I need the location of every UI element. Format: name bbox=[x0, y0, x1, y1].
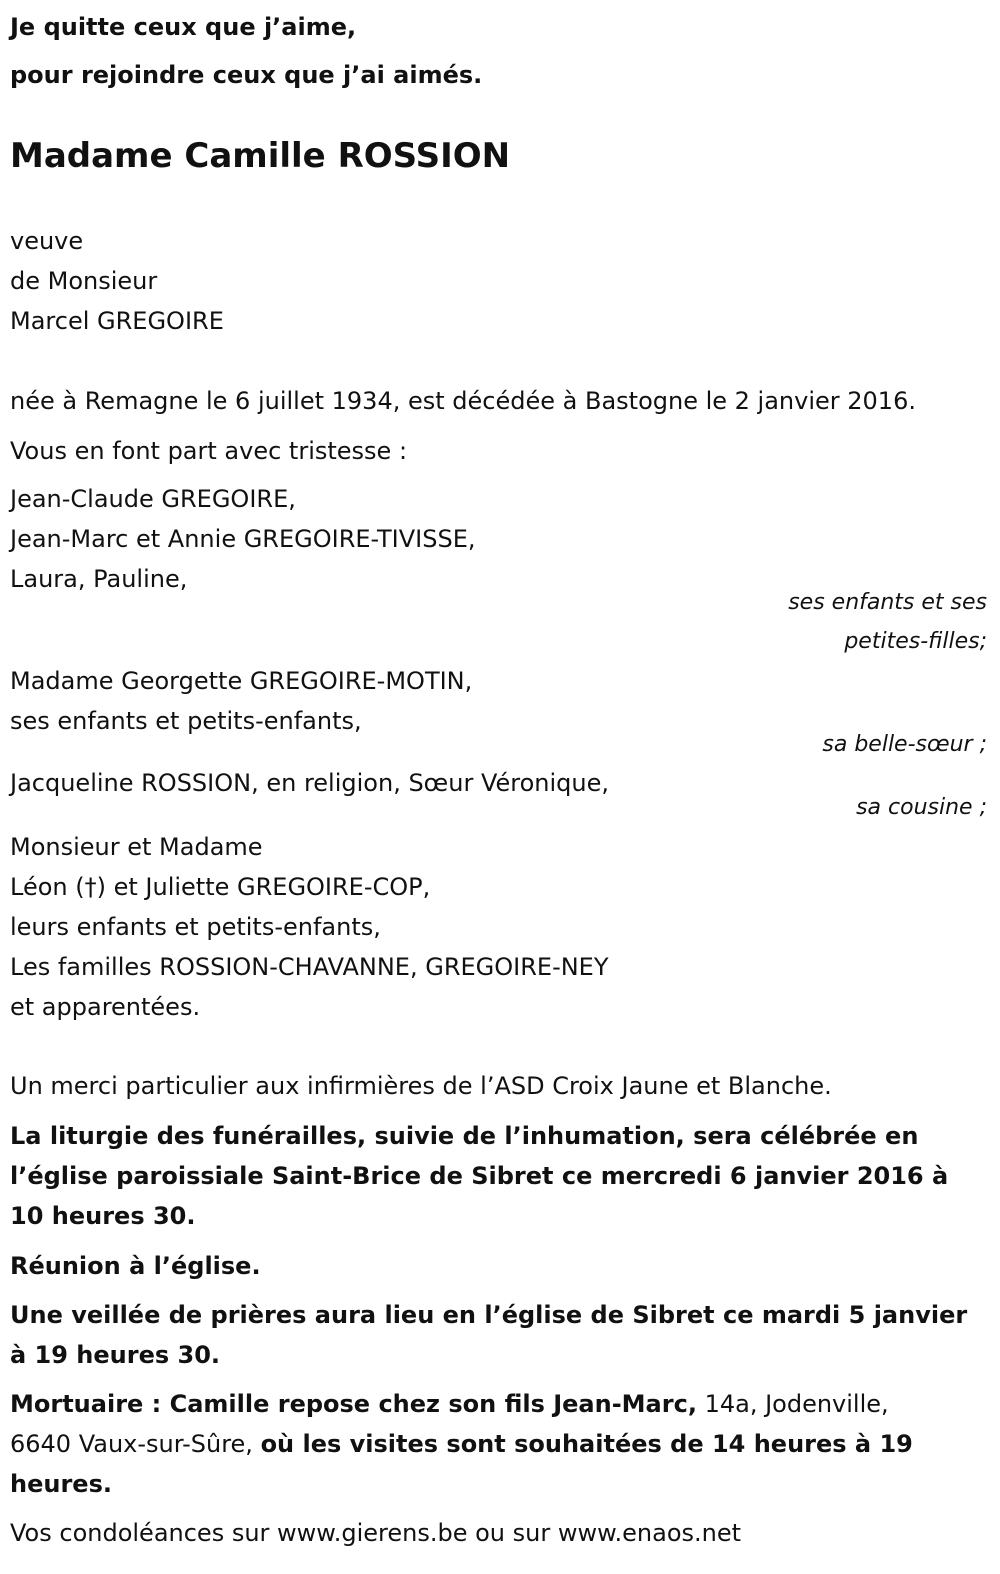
mortuary-line-2 bbox=[10, 1429, 913, 1459]
mortuary-address-1: 14a, Jodenville, bbox=[696, 1390, 889, 1418]
sister-in-law-role: sa belle-sœur ; bbox=[822, 732, 987, 757]
spouse-line-2: de Monsieur bbox=[10, 267, 158, 295]
child-line-3: Laura, Pauline, bbox=[10, 565, 188, 593]
children-role-2: petites-filles; bbox=[844, 629, 987, 654]
announce-intro: Vous en font part avec tristesse : bbox=[10, 437, 408, 465]
other-family-line-2: Léon (†) et Juliette GREGOIRE-COP, bbox=[10, 873, 431, 901]
child-line-1: Jean-Claude GREGOIRE, bbox=[10, 485, 296, 513]
mortuary-line-3: heures. bbox=[10, 1470, 112, 1498]
birth-death-text: née à Remagne le 6 juillet 1934, est décédée à Bastogne le 2 janvier 2016. bbox=[10, 387, 916, 415]
mortuary-bold-2: où les visites sont souhaitées de 14 heures à 19 bbox=[260, 1430, 913, 1458]
child-line-2: Jean-Marc et Annie GREGOIRE-TIVISSE, bbox=[10, 525, 476, 553]
cousin-line: Jacqueline ROSSION, en religion, Sœur Véronique, bbox=[10, 769, 610, 797]
other-family-line-1: Monsieur et Madame bbox=[10, 833, 263, 861]
spouse-line-1: veuve bbox=[10, 227, 84, 255]
mortuary-address-2: 6640 Vaux-sur-Sûre, bbox=[10, 1430, 261, 1458]
spouse-line-3: Marcel GREGOIRE bbox=[10, 307, 224, 335]
sister-in-law-line-1: Madame Georgette GREGOIRE-MOTIN, bbox=[10, 667, 473, 695]
liturgy-line-3: 10 heures 30. bbox=[10, 1202, 196, 1230]
liturgy-line-2: l’église paroissiale Saint-Brice de Sibret ce mercredi 6 janvier 2016 à bbox=[10, 1162, 949, 1190]
condolences-text: Vos condoléances sur www.gierens.be ou sur www.enaos.net bbox=[10, 1519, 742, 1547]
quote-line-2: pour rejoindre ceux que j’ai aimés. bbox=[10, 61, 483, 89]
children-role-1: ses enfants et ses bbox=[788, 590, 987, 615]
vigil-line-2: à 19 heures 30. bbox=[10, 1341, 221, 1369]
vigil-line-1: Une veillée de prières aura lieu en l’église de Sibret ce mardi 5 janvier bbox=[10, 1301, 968, 1329]
cousin-role: sa cousine ; bbox=[856, 795, 987, 820]
mortuary-line-1 bbox=[10, 1389, 889, 1419]
deceased-name: Madame Camille ROSSION bbox=[10, 136, 511, 176]
other-family-line-4: Les familles ROSSION-CHAVANNE, GREGOIRE-NEY bbox=[10, 953, 609, 981]
thanks-text: Un merci particulier aux infirmières de l’ASD Croix Jaune et Blanche. bbox=[10, 1072, 832, 1100]
other-family-line-3: leurs enfants et petits-enfants, bbox=[10, 913, 381, 941]
sister-in-law-line-2: ses enfants et petits-enfants, bbox=[10, 707, 362, 735]
other-family-line-5: et apparentées. bbox=[10, 993, 201, 1021]
liturgy-line-1: La liturgie des funérailles, suivie de l’inhumation, sera célébrée en bbox=[10, 1122, 919, 1150]
meeting-text: Réunion à l’église. bbox=[10, 1252, 261, 1280]
mortuary-bold-1: Mortuaire : Camille repose chez son fils Jean-Marc, bbox=[10, 1390, 697, 1418]
quote-line-1: Je quitte ceux que j’aime, bbox=[10, 13, 357, 41]
